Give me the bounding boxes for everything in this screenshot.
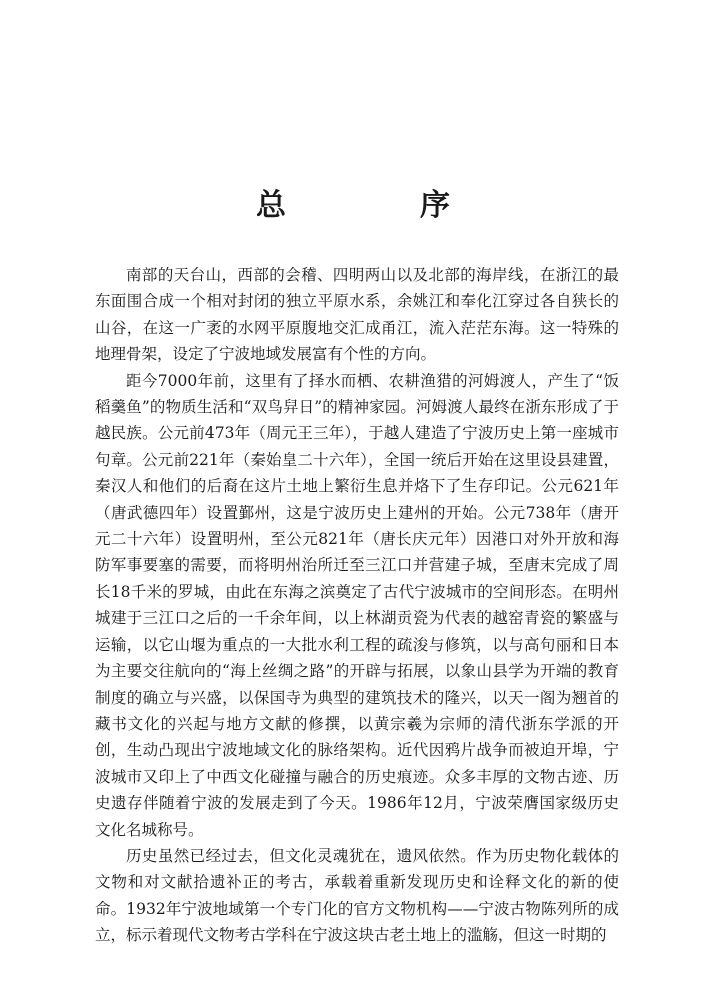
paragraph-1: 南部的天台山，西部的会稽、四明两山以及北部的海岸线，在浙江的最东面围合成一个相对封闭的独立平原水系，余姚江和奉化江穿过各自狭长的山谷，在这一广袤的水网平原腹地交汇成甬江，流入茫茫东海。这一特殊的地理骨架，设定了宁波地域发展富有个性的方向。: [95, 266, 619, 364]
paragraph-2: 距今7000年前，这里有了择水而栖、农耕渔猎的河姆渡人，产生了“饭稻羹鱼”的物质生活和“双鸟舁日”的精神家园。河姆渡人最终在浙东形成了于越民族。公元前473年（周元王三年），于越人建造了宁波历史上第一座城市句章。公元前221年（秦始皇二十六年），全国一统后开始在这里设县建置，秦汉人和他们的后裔在这片土地上繁衍生息并烙下了生存印记。公元621年（唐武德四年）设置鄞州，这是宁波历史上建州的开始。公元738年（唐开元二十六年）设置明州，至公元821年（唐长庆元年）因港口对外开放和海防军事要塞的需要，而将明州治所迁至三江口并营建子城，至唐末完成了周长18千米的罗城，由此在东海之滨奠定了古代宁波城市的空间形态。在明州城建于三江口之后的一千余年间，以上林湖贡瓷为代表的越窑青瓷的繁盛与运输，以它山堰为重点的一大批水利工程的疏浚与修筑，以与高句丽和日本为主要交往航向的“海上丝绸之路”的开辟与拓展，以象山县学为开端的教育制度的确立与兴盛，以保国寺为典型的建筑技术的隆兴，以天一阁为翘首的藏书文化的兴起与地方文献的修撰，以黄宗羲为宗师的清代浙东学派的开创，生动凸现出宁波地域文化的脉络架构。近代因鸦片战争而被迫开埠，宁波城市又印上了中西文化碰撞与融合的历史痕迹。众多丰厚的文物古迹、历史遗存伴随着宁波的发展走到了今天。1986年12月，宁波荣膺国家级历史文化名城称号。: [95, 371, 619, 839]
document-body: [95, 262, 619, 949]
paragraph-3: 历史虽然已经过去，但文化灵魂犹在，遗风依然。作为历史物化载体的文物和对文献拾遗补正的考古，承载着重新发现历史和诠释文化的新的使命。1932年宁波地域第一个专门化的官方文物机构——宁波古物陈列所的成立，标示着现代文物考古学科在宁波这块古老土地上的滥觞，但这一时期的: [95, 846, 619, 945]
page-title: 总 序: [256, 188, 502, 223]
